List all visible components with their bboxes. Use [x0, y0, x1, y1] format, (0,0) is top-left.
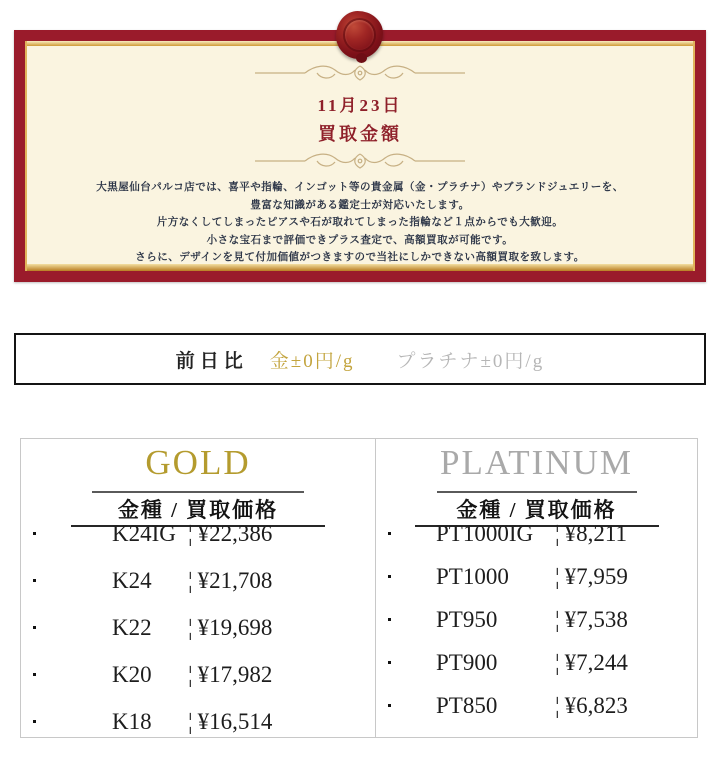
- flourish-ornament: [255, 150, 465, 172]
- table-row: [376, 564, 697, 607]
- description-line: 豊富な知識がある鑑定士が対応いたします。: [250, 199, 470, 211]
- metal-type: PT850: [436, 693, 498, 718]
- header-rule-top: [437, 491, 637, 493]
- separator: ¦: [555, 521, 560, 546]
- store-description: [25, 179, 695, 267]
- metal-type: PT950: [436, 607, 498, 632]
- platinum-daily-change: プラチナ±0円/g: [396, 350, 545, 372]
- separator: ¦: [555, 607, 560, 632]
- separator: ¦: [188, 521, 193, 546]
- table-row: [21, 662, 375, 709]
- table-row: [376, 521, 697, 564]
- description-line: さらに、デザインを見て付加価値がつきますので当社にしかできない高額買取を致します。: [135, 252, 585, 263]
- separator: ¦: [555, 564, 560, 589]
- table-row: [21, 709, 375, 756]
- header-rule-top: [92, 491, 304, 493]
- separator: ¦: [188, 568, 193, 593]
- platinum-table-title: PLATINUM: [440, 443, 633, 482]
- flourish-ornament: [255, 62, 465, 84]
- price-value: ¥6,823: [564, 693, 628, 718]
- column-header: 金種 / 買取価格: [117, 498, 279, 522]
- price-value: ¥22,386: [197, 521, 273, 546]
- metal-type: K18: [112, 709, 152, 734]
- separator: ¦: [188, 615, 193, 640]
- gold-rows: [21, 521, 375, 756]
- price-value: ¥7,244: [564, 650, 628, 675]
- description-line: 小さな宝石まで評価できプラス査定で、高額買取が可能です。: [206, 234, 514, 246]
- buyback-banner: [14, 30, 706, 282]
- price-tables: [20, 438, 698, 738]
- description-line: 片方なくしてしまったピアスや石が取れてしまった指輪など１点からでも大歓迎。: [156, 217, 564, 228]
- table-row: [21, 568, 375, 615]
- platinum-price-table: [376, 439, 697, 737]
- daily-change-bar: [14, 333, 706, 385]
- table-row: [376, 607, 697, 650]
- price-value: ¥21,708: [197, 568, 273, 593]
- daily-change-label: 前日比: [175, 350, 248, 372]
- gold-price-table: [21, 439, 376, 737]
- price-value: ¥17,982: [197, 662, 273, 687]
- price-value: ¥19,698: [197, 615, 273, 640]
- gold-table-title: GOLD: [145, 443, 251, 482]
- table-row: [21, 521, 375, 568]
- metal-type: PT1000IG: [436, 521, 534, 546]
- separator: ¦: [188, 662, 193, 687]
- column-header: 金種 / 買取価格: [456, 498, 617, 522]
- separator: ¦: [188, 709, 193, 734]
- table-row: [376, 693, 697, 736]
- metal-type: PT900: [436, 650, 498, 675]
- price-value: ¥8,211: [564, 521, 628, 546]
- separator: ¦: [555, 693, 560, 718]
- banner-title: 買取金額: [318, 124, 402, 144]
- metal-type: K24IG: [112, 521, 176, 546]
- buyback-date: 11月23日: [317, 96, 403, 115]
- metal-type: K24: [112, 568, 152, 593]
- metal-type: K20: [112, 662, 152, 687]
- description-line: 大黒屋仙台パルコ店では、喜平や指輪、インゴット等の貴金属（金・プラチナ）やブランドジュエリーを、: [96, 182, 624, 193]
- price-value: ¥7,538: [564, 607, 628, 632]
- table-row: [21, 615, 375, 662]
- gold-daily-change: 金±0円/g: [269, 350, 355, 372]
- platinum-rows: [376, 521, 697, 736]
- separator: ¦: [555, 650, 560, 675]
- price-value: ¥16,514: [197, 709, 273, 734]
- table-row: [376, 650, 697, 693]
- price-value: ¥7,959: [564, 564, 628, 589]
- metal-type: PT1000: [436, 564, 509, 589]
- metal-type: K22: [112, 615, 152, 640]
